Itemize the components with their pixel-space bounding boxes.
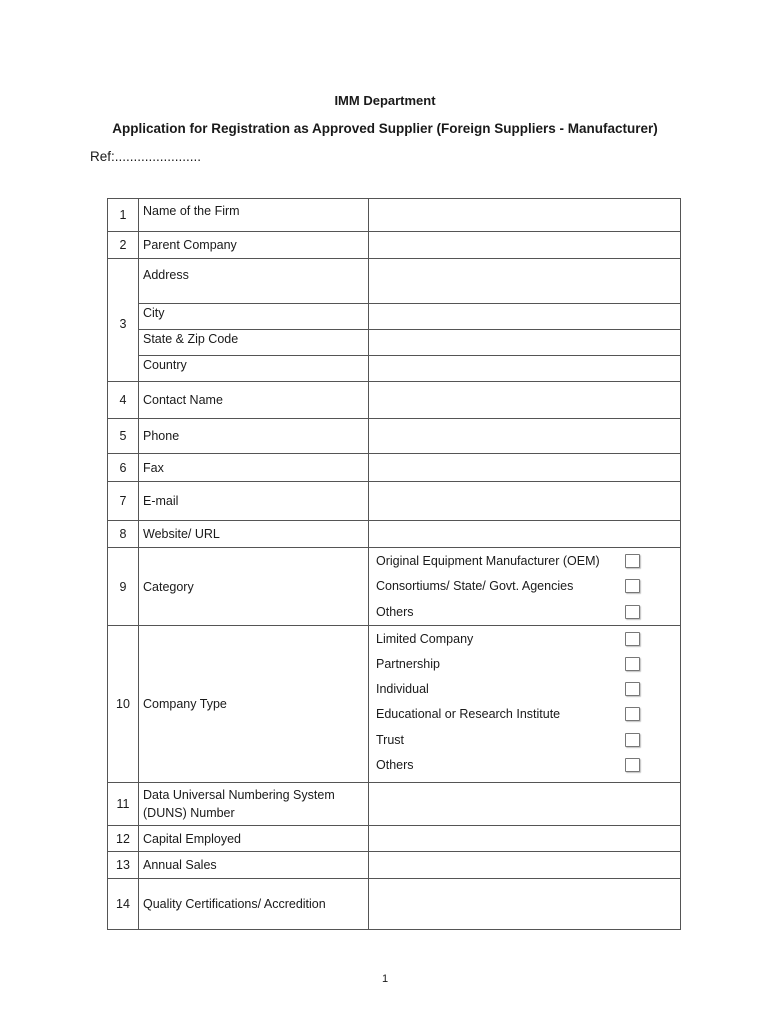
company-type-option-label: Limited Company	[376, 631, 474, 646]
department-heading: IMM Department	[334, 93, 436, 108]
annual-sales-label: Annual Sales	[139, 852, 369, 879]
company-type-option-label: Individual	[376, 681, 429, 696]
company-type-label: Company Type	[139, 626, 369, 783]
state-zip-field[interactable]	[369, 329, 680, 355]
row-number: 8	[108, 521, 139, 548]
company-type-option-label: Trust	[376, 732, 405, 747]
state-zip-label: State & Zip Code	[139, 329, 368, 355]
category-option-label: Others	[376, 605, 414, 619]
contact-name-label: Contact Name	[139, 382, 369, 419]
address-labels	[139, 259, 369, 382]
row-phone	[108, 419, 681, 454]
company-type-option	[369, 701, 680, 727]
parent-company-field[interactable]	[369, 232, 681, 259]
row-quality-certifications	[108, 879, 681, 930]
row-number: 3	[108, 259, 139, 382]
row-capital-employed	[108, 826, 681, 852]
row-number: 5	[108, 419, 139, 454]
category-option	[369, 573, 680, 599]
country-field[interactable]	[369, 355, 680, 381]
company-type-option-label: Educational or Research Institute	[376, 707, 561, 721]
partnership-checkbox[interactable]	[625, 657, 640, 671]
email-label: E-mail	[139, 482, 369, 521]
row-firm-name	[108, 199, 681, 232]
fax-label: Fax	[139, 454, 369, 482]
category-others-checkbox[interactable]	[625, 605, 640, 619]
row-parent-company	[108, 232, 681, 259]
fax-field[interactable]	[369, 454, 681, 482]
capital-employed-field[interactable]	[369, 826, 681, 852]
capital-employed-label: Capital Employed	[139, 826, 369, 852]
quality-certifications-field[interactable]	[369, 879, 681, 930]
company-type-option	[369, 752, 680, 777]
category-option	[369, 548, 680, 573]
company-type-option	[369, 626, 680, 651]
company-type-option	[369, 676, 680, 701]
duns-field[interactable]	[369, 783, 681, 826]
firm-name-label: Name of the Firm	[139, 199, 369, 232]
row-contact-name	[108, 382, 681, 419]
annual-sales-field[interactable]	[369, 852, 681, 879]
row-number: 4	[108, 382, 139, 419]
city-label: City	[139, 303, 368, 329]
contact-name-field[interactable]	[369, 382, 681, 419]
quality-certifications-label: Quality Certifications/ Accredition	[139, 879, 369, 930]
category-option-label: Original Equipment Manufacturer (OEM)	[376, 553, 600, 568]
row-company-type	[108, 626, 681, 783]
email-field[interactable]	[369, 482, 681, 521]
website-field[interactable]	[369, 521, 681, 548]
application-form-table	[107, 198, 681, 930]
consortiums-checkbox[interactable]	[625, 579, 640, 593]
company-type-option-label: Others	[376, 757, 414, 772]
category-option	[369, 599, 680, 625]
city-field[interactable]	[369, 303, 680, 329]
row-annual-sales	[108, 852, 681, 879]
duns-label	[139, 783, 369, 826]
duns-label-line-2: (DUNS) Number	[143, 806, 235, 820]
address-fields	[369, 259, 681, 382]
page-number: 1	[381, 973, 389, 985]
educational-institute-checkbox[interactable]	[625, 707, 640, 721]
duns-label-line-1: Data Universal Numbering System	[143, 788, 335, 802]
address-field[interactable]	[369, 259, 680, 303]
row-number: 7	[108, 482, 139, 521]
row-number: 13	[108, 852, 139, 879]
row-category	[108, 548, 681, 626]
row-number: 1	[108, 199, 139, 232]
row-fax	[108, 454, 681, 482]
category-options	[369, 548, 681, 626]
phone-field[interactable]	[369, 419, 681, 454]
company-type-option	[369, 651, 680, 676]
company-type-options	[369, 626, 681, 783]
row-email	[108, 482, 681, 521]
parent-company-label: Parent Company	[139, 232, 369, 259]
row-duns	[108, 783, 681, 826]
reference-line: Ref:.......................	[90, 149, 202, 164]
oem-checkbox[interactable]	[625, 554, 640, 568]
limited-company-checkbox[interactable]	[625, 632, 640, 646]
row-address-block	[108, 259, 681, 382]
individual-checkbox[interactable]	[625, 682, 640, 696]
country-label: Country	[139, 355, 368, 381]
category-label: Category	[139, 548, 369, 626]
address-label: Address	[143, 268, 189, 282]
row-number: 2	[108, 232, 139, 259]
row-number: 9	[108, 548, 139, 626]
form-title: Application for Registration as Approved Supplier (Foreign Suppliers - Manufacturer)	[112, 121, 658, 136]
row-website	[108, 521, 681, 548]
firm-name-field[interactable]	[369, 199, 681, 232]
row-number: 12	[108, 826, 139, 852]
phone-label: Phone	[139, 419, 369, 454]
row-number: 6	[108, 454, 139, 482]
company-type-option-label: Partnership	[376, 656, 440, 671]
row-number: 11	[108, 783, 139, 826]
row-number: 14	[108, 879, 139, 930]
website-label: Website/ URL	[139, 521, 369, 548]
company-type-others-checkbox[interactable]	[625, 758, 640, 772]
row-number: 10	[108, 626, 139, 783]
trust-checkbox[interactable]	[625, 733, 640, 747]
category-option-label: Consortiums/ State/ Govt. Agencies	[376, 579, 574, 593]
company-type-option	[369, 727, 680, 752]
